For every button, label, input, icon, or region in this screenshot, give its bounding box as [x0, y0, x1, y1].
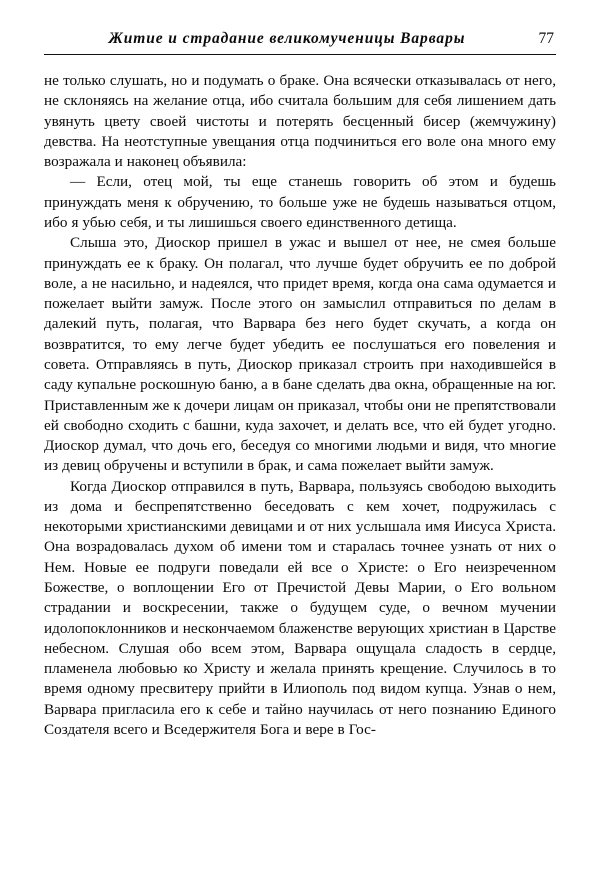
paragraph: Слыша это, Диоскор пришел в ужас и вышел от нее, не смея больше принуждать ее к браку. Он полагал, что лучше будет обручить ее по доброй воле, а не насильно, и надеялся, что придет время, когда она сама одумается и пожелает выйти замуж. После этого он замыслил отправиться по делам в далекий путь, полагая, что Варвара без него будет скучать, а когда он возвратится, то ему легче будет убедить ее послушаться его повеления и совета. Отправляясь в путь, Диоскор приказал строить при находившейся в саду купальне роскошную баню, а в бане сделать два окна, обращенные на юг. Приставленным же к дочери лицам он приказал, чтобы они не препятствовали ей свободно сходить с башни, куда захочет, и делать все, что ей будет угодно. Диоскор думал, что дочь его, беседуя со многими людьми и видя, что многие из девиц обручены и вступили в брак, и сама пожелает выйти замуж. — [44, 234, 556, 475]
running-head-title: Житие и страдание великомученицы Варвары — [108, 30, 466, 47]
paragraph: не только слушать, но и подумать о браке. Она всячески отказывалась от него, не склоняясь на желание отца, ибо считала большим для себя лишением дать увянуть цвету своей чистоты и потерять бесценный бисер (жемчужину) девства. На неотступные увещания отца подчиниться его воле она много ему возражала и наконец объявила: — [44, 72, 556, 171]
body-text — [44, 71, 556, 740]
page-number: 77 — [538, 30, 554, 47]
header-divider — [44, 54, 556, 55]
paragraph: Когда Диоскор отправился в путь, Варвара, пользуясь свободою выходить из дома и беспрепятственно беседовать с кем хочет, подружилась с некоторыми христианскими девицами и от них услышала имя Иисуса Христа. Она возрадовалась духом об имени том и старалась точнее узнать от них о Нем. Новые ее подруги поведали ей все о Христе: о Его неизреченном Божестве, о воплощении Его от Пречистой Девы Марии, о Его вольном страдании и воскресении, также о будущем суде, о вечном мучении идолопоклонников и нескончаемом блаженстве верующих христиан в Царстве небесном. Слушая обо всем этом, Варвара ощущала сладость в сердце, пламенела любовью ко Христу и желала принять крещение. Случилось в то время одному пресвитеру прийти в Илиополь под видом купца. Узнав о нем, Варвара пригласила его к себе и тайно научилась от него познанию Единого Создателя всего и Вседержителя Бога и вере в Гос- — [44, 477, 556, 738]
page-header — [44, 30, 556, 54]
paragraph: — Если, отец мой, ты еще станешь говорить об этом и будешь принуждать меня к обручению, то больше уже не будешь называться отцом, ибо я убью себя, и ты лишишься своего единственного детища. — [44, 173, 556, 231]
